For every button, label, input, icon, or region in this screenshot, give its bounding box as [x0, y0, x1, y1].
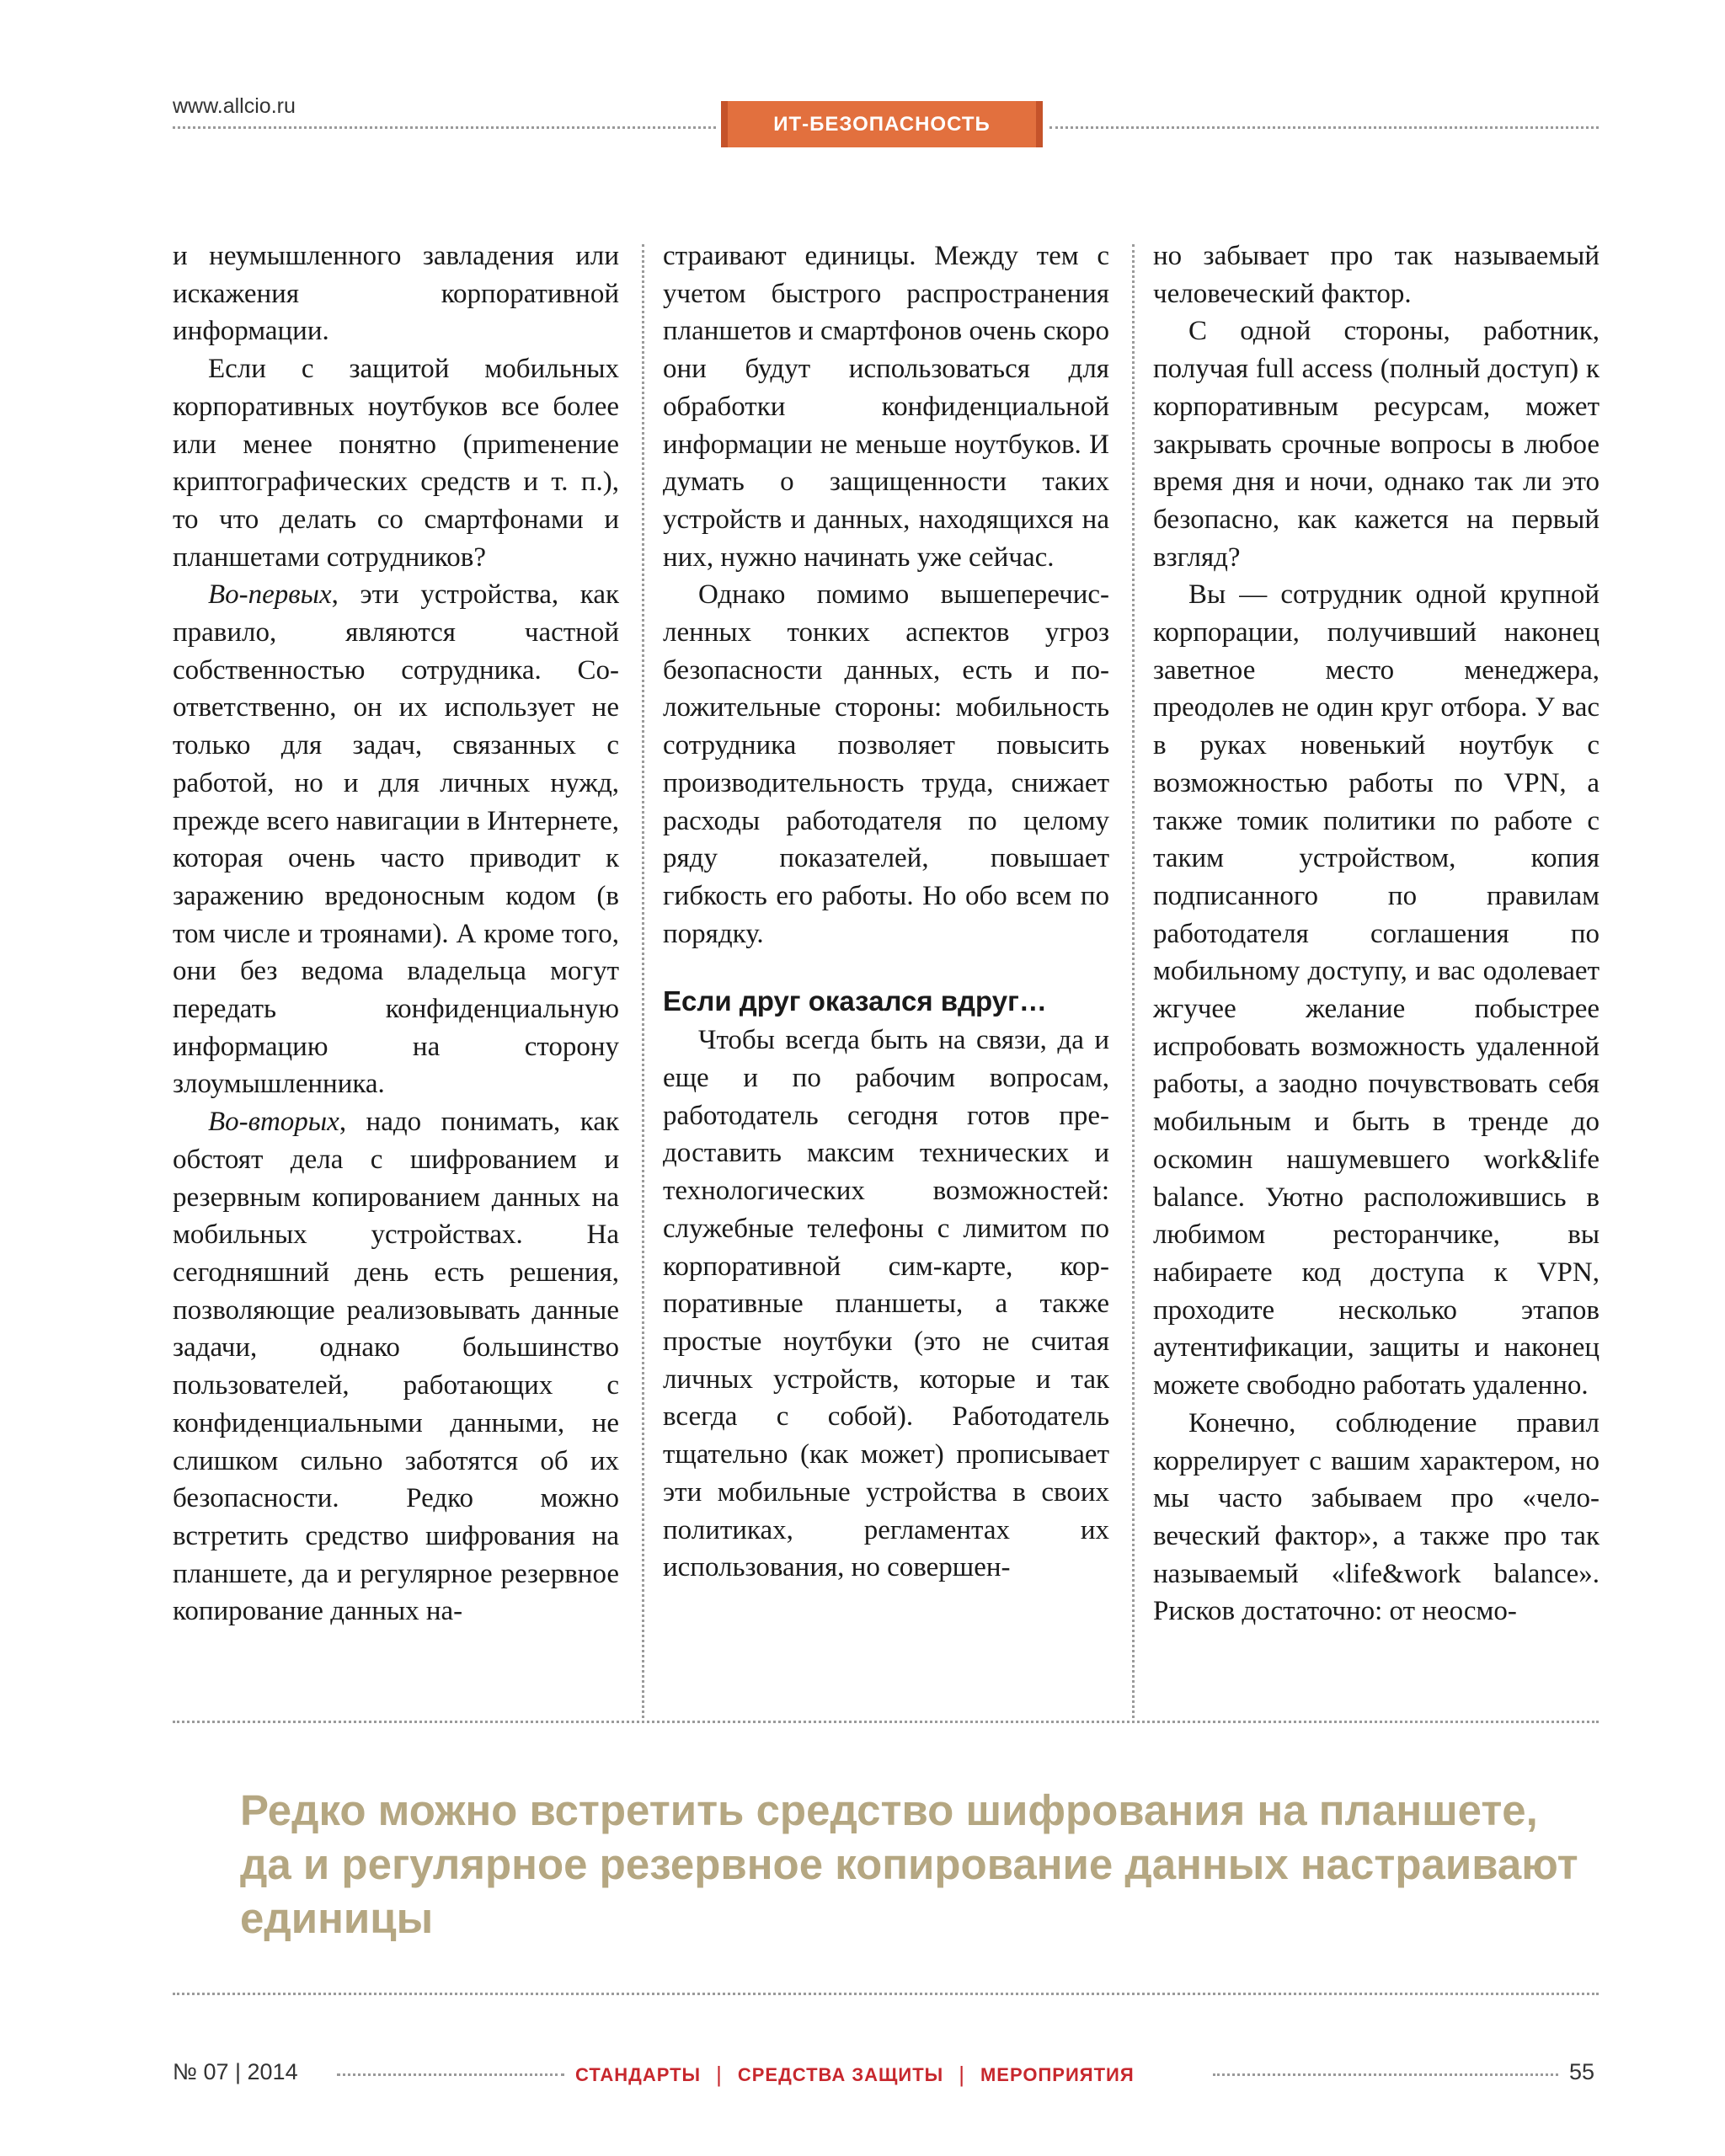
footer-nav [575, 2062, 1135, 2088]
footer-separator: | [716, 2062, 723, 2087]
paragraph-text: , эти устройства, как правило, являются частной собственностью сотрудника. Соответственно, он их использует не только для задач, связанных с работой, но и для личных нужд, прежде всего навигации в Интернете, которая очень часто приводит к заражению вредоносным кодом (в том числе и троянами). А кроме того, они без ведома владельца могут передать конфиденциальную информацию на сторону злоумышленника. [173, 579, 619, 1100]
section-badge: ИТ-БЕЗОПАСНОСТЬ [721, 101, 1043, 147]
paragraph: Вы — сотрудник одной крупной корпорации, получивший наконец заветное место менеджера, преодолев не один круг отбора. У вас в руках новенький ноутбук с возможностью работы по VPN, а также томик политики по работе с таким устройством, копия подписанного по правилам работодателя соглашения по мобильному доступу, и вас одолевает жгучее желание побыстрее испробовать возможность удаленной работы, а заодно почувствовать себя мобильным и быть в тренде до оскомин нашумевшего work&life balance. Уютно расположившись в любимом ресторанчике, вы набираете код доступа к VPN, проходите несколько этапов аутентификации, защиты и наконец можете свободно работать удаленно. [1153, 579, 1599, 1401]
paragraph: Если с защитой мобильных корпоративных ноутбуков все более или менее понятно (приmенение криптографических средств и т. п.), то что делать со смартфонами и планшетами сотрудников? [173, 354, 619, 573]
paragraph: Однако помимо вышеперечисленных тонких аспектов угроз безопасности данных, есть и положительные стороны: мобильность сотрудника позволяет повысить производительность труда, снижает расходы работодателя по целому ряду показателей, повышает гибкость его работы. Но обо всем по порядку. [663, 579, 1109, 949]
paragraph: но забывает про так называемый человеческий фактор. [1153, 241, 1599, 309]
paragraph [173, 1103, 619, 1630]
footer-link-standards[interactable]: СТАНДАРТЫ [575, 2063, 702, 2085]
header-rule-right [1049, 126, 1599, 129]
paragraph-lead: Во-вторых [208, 1107, 339, 1138]
page-number: 55 [1569, 2059, 1595, 2084]
header-rule-left [173, 126, 716, 129]
column-divider [642, 244, 644, 1718]
paragraph: Чтобы всегда быть на связи, да и еще и по рабочим вопросам, работодатель сегодня готов предоставить максим технических и технологических возможностей: служебные телефоны с лимитом по корпоративной сим-карте, корпоративные планшеты, а также простые ноутбуки (это не считая личных устройств, которые и так всегда с собой). Работодатель тщательно (как может) прописывает эти мобильные устройства в своих политиках, регламентах их использования, но совершен- [663, 1025, 1109, 1583]
footer-rule-right [1213, 2073, 1558, 2076]
footer-link-events[interactable]: МЕРОПРИЯТИЯ [980, 2063, 1135, 2085]
article-column-2 [663, 237, 1109, 1587]
article-column-1 [173, 237, 619, 1630]
paragraph: С одной стороны, работник, получая full access (полный доступ) к корпоративным ресурсам, может закрывать срочные вопросы в любое время дня и ночи, однако так ли это безопасно, как кажется на первый взгляд? [1153, 316, 1599, 573]
paragraph-text: , надо понимать, как обстоят дела с шифрованием и резервным копированием данных на мобильных устройствах. На сегодняшний день есть решения, позволяющие реализовывать данные задачи, однако большинство пользователей, работающих с конфиденциальными данными, не слишком сильно заботятся об их безопасности. Редко можно встретить средство шифрования на планшете, да и регулярное резервное копирование данных на- [173, 1107, 619, 1627]
pull-quote-rule-top [173, 1721, 1599, 1723]
pull-quote: Редко можно встретить средство шифрования на планшете, да и регулярное резервное копирование данных настраивают единицы [240, 1786, 1578, 1942]
paragraph: страивают единицы. Между тем с учетом быстрого распространения планшетов и смартфонов очень скоро они будут использоваться для обработки конфиденциальной информации не меньше ноутбуков. И думать о защищенности таких устройств и данных, находящихся на них, нужно начинать уже сейчас. [663, 241, 1109, 573]
footer-separator: | [959, 2062, 965, 2087]
paragraph-lead: Во-первых [208, 579, 332, 611]
column-divider [1132, 244, 1135, 1718]
article-column-3 [1153, 237, 1599, 1630]
pull-quote-rule-bottom [173, 1993, 1599, 1995]
paragraph: и неумышленного завладения или искажения корпоративной информации. [173, 241, 619, 347]
subheading: Если друг оказался вдруг… [663, 985, 1047, 1017]
issue-number: № 07 | 2014 [173, 2059, 298, 2084]
paragraph: Конечно, соблюдение правил коррелирует с вашим характером, но мы часто забываем про «человеческий фактор», а также про так называемый «life&work balance». Рисков достаточно: от неосмо- [1153, 1407, 1599, 1627]
site-url[interactable]: www.allcio.ru [173, 94, 296, 118]
footer-rule-left [337, 2073, 564, 2076]
footer-link-security-tools[interactable]: СРЕДСТВА ЗАЩИТЫ [737, 2063, 944, 2085]
paragraph [173, 576, 619, 1103]
